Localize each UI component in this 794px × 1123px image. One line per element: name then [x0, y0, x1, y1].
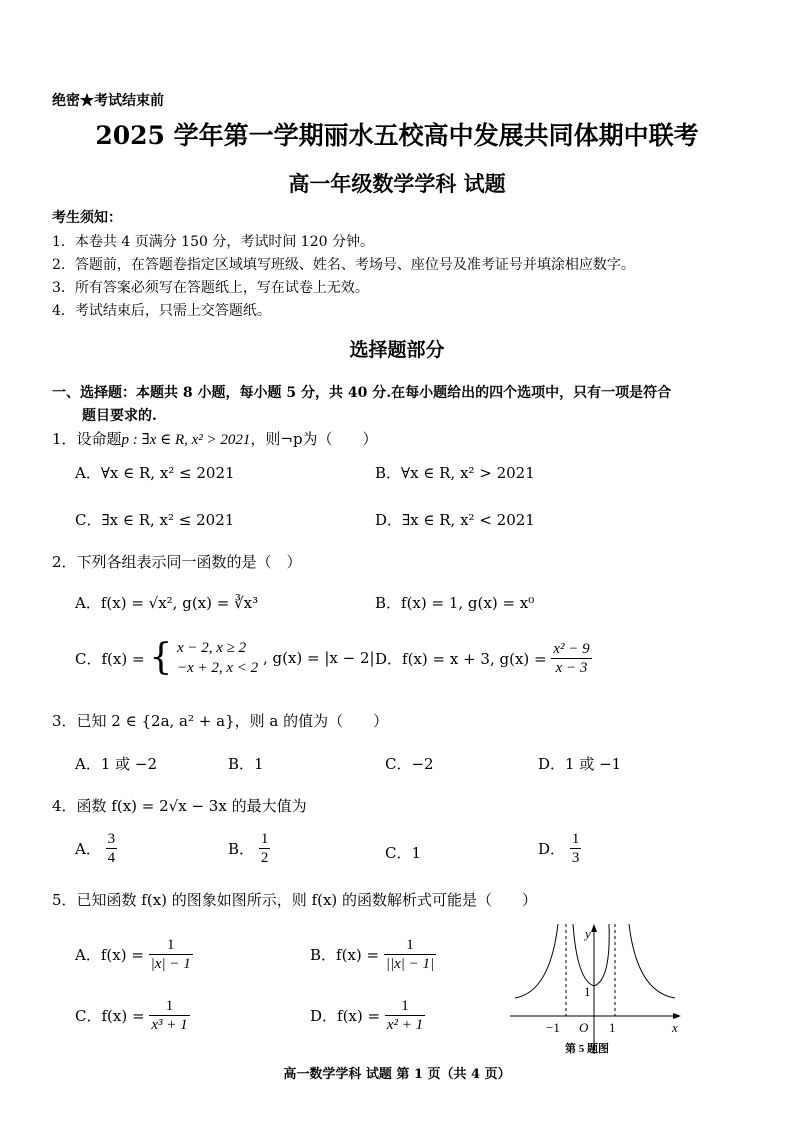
page-footer: 高一数学学科 试题 第 1 页（共 4 页） — [283, 1067, 511, 1082]
q4-stem: 4．函数 f(x) = 2√x − 3x 的最大值为 — [52, 797, 307, 815]
q2-option-b: B．f(x) = 1, g(x) = x⁰ — [375, 594, 535, 612]
q4-a-fraction — [106, 830, 118, 867]
q2-d-denominator: x − 3 — [555, 660, 588, 676]
q3-option-a: A．1 或 −2 — [75, 755, 158, 773]
q5-stem: 5．已知函数 f(x) 的图象如图所示，则 f(x) 的函数解析式可能是（ ） — [52, 891, 538, 909]
q2-case-2: −x + 2, x < 2 — [177, 660, 259, 676]
confidential-label: 绝密★考试结束前 — [52, 93, 164, 109]
q2-option-c-label: C．f(x) = — [75, 649, 145, 668]
curve-middle-branch — [573, 924, 609, 986]
q2-option-c-tail: , g(x) = |x − 2| — [262, 649, 375, 667]
q5-function-graph — [505, 920, 690, 1060]
part1-instructions-line2: 题目要求的. — [82, 408, 157, 424]
q4-d-numerator: 1 — [571, 831, 580, 847]
q3-stem: 3．已知 2 ∈ {2a, a² + a}，则 a 的值为（ ） — [52, 712, 389, 730]
q5-b-label: B．f(x) = — [310, 946, 380, 964]
q2-option-d — [375, 640, 592, 677]
exam-subtitle: 高一年级数学学科 试题 — [288, 171, 506, 196]
q5-d-numerator: 1 — [385, 997, 425, 1016]
x-axis-label: x — [672, 1020, 678, 1035]
notice-item-2: 2．答题前，在答题卷指定区域填写班级、姓名、考场号、座位号及准考证号并填涂相应数字。 — [52, 257, 635, 273]
y-axis-label: y — [585, 926, 591, 941]
q4-a-denominator: 4 — [107, 850, 116, 866]
notice-item-4: 4．考试结束后，只需上交答题纸。 — [52, 303, 271, 319]
q5-b-denominator: ||x| − 1| — [385, 956, 435, 972]
q5-option-a — [75, 936, 193, 973]
q5-a-fraction — [149, 936, 193, 973]
x-neg-one-label: −1 — [546, 1020, 560, 1035]
part1-instructions-line1: 一、选择题：本题共 8 小题，每小题 5 分，共 40 分.在每小题给出的四个选项中，只有一项是符合 — [52, 385, 672, 401]
q4-a-label: A． — [75, 840, 101, 858]
q4-option-b — [228, 830, 270, 867]
q4-d-label: D． — [538, 840, 566, 858]
q5-d-denominator: x² + 1 — [386, 1017, 424, 1033]
q1-stem-post: ，则¬p为（ ） — [250, 430, 378, 448]
q4-option-c: C．1 — [385, 844, 422, 862]
origin-label: O — [579, 1020, 589, 1035]
x-one-label: 1 — [609, 1020, 616, 1035]
q1-option-c: C．∃x ∈ R, x² ≤ 2021 — [75, 511, 235, 529]
exam-title: 2025 学年第一学期丽水五校高中发展共同体期中联考 — [95, 121, 699, 150]
notice-item-1: 1．本卷共 4 页满分 150 分，考试时间 120 分钟。 — [52, 234, 374, 250]
q1-stem — [52, 428, 378, 449]
q5-option-b — [310, 936, 436, 973]
q2-brace: { — [149, 637, 173, 678]
q5-b-numerator: 1 — [384, 936, 436, 955]
q4-b-denominator: 2 — [260, 850, 269, 866]
q2-option-c — [75, 638, 375, 682]
q1-stem-pre: 1．设命题 — [52, 430, 122, 448]
q4-b-fraction — [259, 830, 271, 867]
q5-a-numerator: 1 — [149, 936, 193, 955]
q5-c-numerator: 1 — [149, 997, 189, 1016]
x-axis-arrow — [673, 1013, 681, 1019]
q4-option-a — [75, 830, 117, 867]
y-axis-arrow — [591, 924, 597, 932]
q1-stem-math: p : ∃x ∈ R, x² > 2021 — [121, 432, 251, 448]
q4-option-d — [538, 830, 581, 867]
y-one-label: 1 — [584, 984, 591, 999]
q1-option-d: D．∃x ∈ R, x² < 2021 — [375, 511, 535, 529]
q2-stem: 2．下列各组表示同一函数的是（ ） — [52, 553, 302, 571]
notice-item-3: 3．所有答案必须写在答题纸上，写在试卷上无效。 — [52, 280, 369, 296]
q2-option-d-fraction — [551, 640, 591, 677]
q2-cases — [177, 638, 258, 678]
q5-a-denominator: |x| − 1 — [150, 956, 191, 972]
q5-option-d — [310, 997, 425, 1034]
q4-d-denominator: 3 — [571, 850, 580, 866]
q2-case-1: x − 2, x ≥ 2 — [177, 640, 247, 656]
q1-option-a: A．∀x ∈ R, x² ≤ 2021 — [75, 464, 235, 482]
notice-heading: 考生须知： — [52, 210, 122, 226]
curve-left-branch — [515, 924, 558, 998]
q5-c-label: C．f(x) = — [75, 1007, 145, 1025]
q2-option-a: A．f(x) = √x², g(x) = ∛x³ — [75, 594, 259, 612]
q5-d-label: D．f(x) = — [310, 1007, 381, 1025]
q3-option-b: B．1 — [228, 755, 264, 773]
q5-d-fraction — [385, 997, 425, 1034]
q1-option-b: B．∀x ∈ R, x² > 2021 — [375, 464, 535, 482]
q3-option-c: C．−2 — [385, 755, 434, 773]
q4-a-numerator: 3 — [107, 831, 116, 847]
q4-d-fraction — [570, 830, 582, 867]
q5-a-label: A．f(x) = — [75, 946, 144, 964]
curve-right-branch — [629, 924, 675, 998]
q2-option-d-label: D．f(x) = x + 3, g(x) = — [375, 650, 547, 668]
q5-c-denominator: x³ + 1 — [151, 1017, 188, 1033]
figure-caption: 第 5 题图 — [565, 1043, 609, 1055]
q5-c-fraction — [149, 997, 189, 1034]
q4-b-numerator: 1 — [260, 831, 269, 847]
q5-option-c — [75, 997, 190, 1034]
q4-b-label: B． — [228, 840, 255, 858]
section-title: 选择题部分 — [349, 339, 445, 361]
q5-b-fraction — [384, 936, 436, 973]
q3-option-d: D．1 或 −1 — [538, 755, 622, 773]
q2-d-numerator: x² − 9 — [553, 641, 590, 657]
